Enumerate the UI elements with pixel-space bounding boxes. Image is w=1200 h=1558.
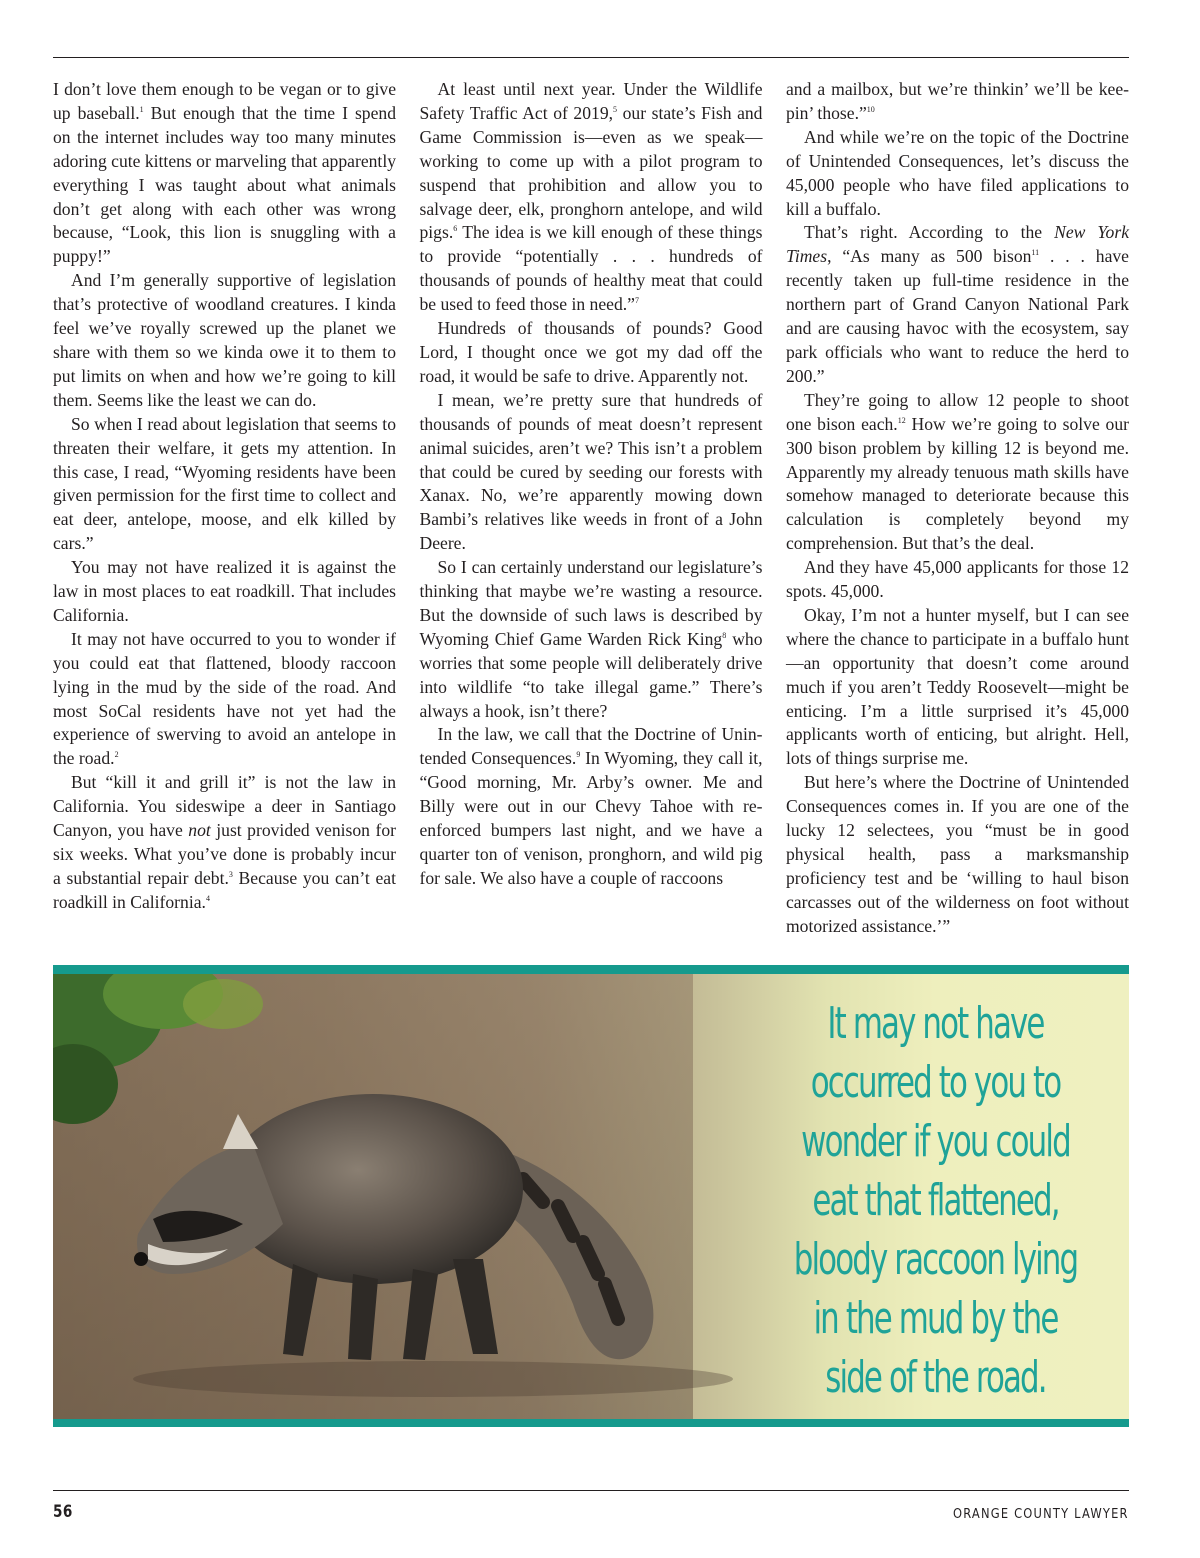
raccoon-figure bbox=[53, 965, 1129, 1427]
column-1 bbox=[53, 78, 396, 928]
paragraph bbox=[53, 628, 396, 771]
footnote-ref: 10 bbox=[866, 104, 875, 114]
text-run: our state’s Fish and Game Commission is—even as we speak—working to come up with a pilot program to suspend that prohibition and allow you to salvage deer, elk, pronghorn antelope, and wild pigs. bbox=[419, 102, 763, 243]
text-run: The idea is we kill enough of these things to provide “potentially . . . hundreds of thousands of pounds of healthy meat that could be used to feed those in need.” bbox=[419, 222, 763, 315]
pull-quote-line: bloody raccoon lying bbox=[793, 1234, 1078, 1285]
emphasis: not bbox=[188, 820, 211, 841]
text-run: At least until next year. Under the Wildlife Safety Traffic Act of 2019, bbox=[419, 79, 763, 123]
footnote-ref: 1 bbox=[139, 104, 144, 114]
text-run: I don’t love them enough to be vegan or to give up baseball. bbox=[53, 79, 396, 123]
paragraph bbox=[420, 556, 763, 723]
column-2 bbox=[420, 78, 763, 928]
paragraph bbox=[53, 78, 396, 269]
footer-rule bbox=[53, 1490, 1129, 1491]
text-run: In Wyoming, they call it, “Good morning, Mr. Arby’s owner. Me and Billy were out in our Chevy Tahoe with reenforced bumpers last night, and we have a quarter ton of venison, pronghorn, and wild pig for sale. We also have a couple of raccoons bbox=[419, 748, 763, 888]
pull-quote-line: It may not have bbox=[827, 998, 1044, 1049]
text-run: How we’re going to solve our 300 bison problem by killing 12 is beyond me. Apparently my already tenuous math skills have somehow managed to deteriorate because this calculation is completely beyond my comprehension. But that’s the deal. bbox=[786, 413, 1129, 554]
paragraph: I mean, we’re pretty sure that hundreds of thousands of pounds of meat doesn’t represent animal suicides, aren’t we? This isn’t a problem that could be cured by seeding our forests with Xanax. No, we’re apparently mowing down Bambi’s relatives like weeds in front of a John Deere. bbox=[419, 389, 763, 554]
paragraph: You may not have realized it is against the law in most places to eat roadkill. That includes California. bbox=[53, 557, 396, 625]
top-rule bbox=[53, 57, 1129, 58]
publication-name: ORANGE COUNTY LAWYER bbox=[953, 1506, 1129, 1522]
shadow bbox=[133, 1361, 733, 1397]
raccoon-photo bbox=[53, 974, 1129, 1419]
paragraph: So when I read about legislation that seems to threaten their welfare, it gets my attention. In this case, I read, “Wyoming residents have been given permission for the first time to collect and eat deer, antelope, moose, and elk killed by cars.” bbox=[53, 413, 396, 554]
figure-top-band bbox=[53, 965, 1129, 974]
text-run: just provided venison for six weeks. What you’ve done is probably incur a substantial repair debt. bbox=[53, 820, 396, 888]
publication-title: New York Times bbox=[786, 222, 1129, 267]
text-run: But enough that the time I spend on the internet includes way too many minutes adoring cute kittens or marveling that apparently everything I was taught about what animals don’t get along with each other was wrong because, “Look, this lion is snuggling with a puppy!” bbox=[53, 102, 396, 267]
footnote-ref: 12 bbox=[897, 415, 906, 425]
paragraph: But here’s where the Doctrine of Unintended Consequences comes in. If you are one of the lucky 12 selectees, you “must be in good physical health, pass a marksmanship proficiency test and be ‘willing to haul bison carcasses out of the wilderness on foot without motorized assistance.’” bbox=[786, 772, 1129, 936]
paragraph bbox=[53, 771, 396, 914]
article-body bbox=[53, 78, 1129, 936]
pull-quote-line: eat that flattened, bbox=[812, 1175, 1059, 1226]
footnote-ref: 8 bbox=[722, 630, 727, 640]
pull-quote-line: wonder if you could bbox=[801, 1116, 1070, 1167]
footnote-ref: 4 bbox=[205, 893, 210, 903]
nose bbox=[134, 1252, 148, 1266]
footnote-ref: 6 bbox=[453, 224, 458, 234]
text-run: who worries that some people will deliberately drive into wildlife “to take illegal game.” There’s always a hook, isn’t there? bbox=[419, 628, 763, 721]
figure-bottom-band bbox=[53, 1419, 1129, 1427]
text-run: They’re going to allow 12 people to shoot one bison each. bbox=[786, 389, 1129, 434]
footnote-ref: 11 bbox=[1031, 248, 1040, 258]
text-run: In the law, we call that the Doctrine of Unintended Consequences. bbox=[419, 724, 763, 769]
column-3 bbox=[786, 78, 1129, 936]
text-run: It may not have occurred to you to wonder if you could eat that flattened, bloody raccoon lying in the mud by the side of the road. And most SoCal residents have not yet had the experience of swerving to avoid an antelope in the road. bbox=[53, 628, 396, 769]
paragraph: Okay, I’m not a hunter myself, but I can see where the chance to participate in a buffalo hunt—an opportunity that doesn’t come around much if you aren’t Teddy Roosevelt—might be enticing. I’m a little surprised it’s 45,000 applicants worth of enticing, but alright. Hell, lots of things surprise me. bbox=[786, 604, 1129, 769]
pull-quote-line: in the mud by the bbox=[813, 1293, 1058, 1344]
pull-quote-line: side of the road. bbox=[825, 1352, 1046, 1403]
text-run: , “As many as 500 bison bbox=[827, 246, 1032, 267]
pull-quote bbox=[793, 994, 1078, 1407]
paragraph: And I’m generally supportive of legislation that’s protective of woodland creatures. I kinda feel we’ve royally screwed up the planet we share with them so we kinda owe it to them to put limits on when and how we’re going to kill them. Seems like the least we can do. bbox=[53, 270, 396, 410]
paragraph bbox=[786, 221, 1129, 388]
paragraph bbox=[420, 723, 763, 890]
text-run: Because you can’t eat roadkill in California. bbox=[53, 867, 396, 912]
footnote-ref: 3 bbox=[228, 869, 233, 879]
text-run: So I can certainly understand our legislature’s thinking that maybe we’re wasting a resource. But the downside of such laws is described by Wyoming Chief Game Warden Rick King bbox=[419, 557, 763, 649]
paragraph bbox=[420, 78, 763, 317]
paragraph bbox=[786, 389, 1129, 556]
text-run: But “kill it and grill it” is not the law in California. You sideswipe a deer in Santiago Canyon, you have bbox=[53, 772, 396, 841]
text-run: . . . have recently taken up full-time residence in the northern part of Grand Canyon National Park and are causing havoc with the ecosystem, say park officials who want to reduce the herd to 200.” bbox=[786, 246, 1129, 386]
footnote-ref: 5 bbox=[613, 104, 618, 114]
paragraph: And they have 45,000 applicants for those 12 spots. 45,000. bbox=[786, 557, 1129, 602]
text-run: and a mailbox, but we’re thinkin’ we’ll be keepin’ those.” bbox=[786, 79, 1129, 123]
footnote-ref: 9 bbox=[576, 750, 581, 760]
footnote-ref: 2 bbox=[114, 750, 119, 760]
text-run: That’s right. According to the bbox=[804, 222, 1055, 243]
footnote-ref: 7 bbox=[634, 296, 639, 306]
pull-quote-line: occurred to you to bbox=[810, 1057, 1061, 1108]
paragraph: And while we’re on the topic of the Doctrine of Unintended Consequences, let’s discuss the 45,000 people who have filed applications to kill a buffalo. bbox=[786, 126, 1129, 219]
page-number: 56 bbox=[53, 1502, 73, 1522]
paragraph: Hundreds of thousands of pounds? Good Lord, I thought once we got my dad off the road, it would be safe to drive. Apparently not. bbox=[419, 318, 763, 386]
paragraph bbox=[786, 78, 1129, 126]
